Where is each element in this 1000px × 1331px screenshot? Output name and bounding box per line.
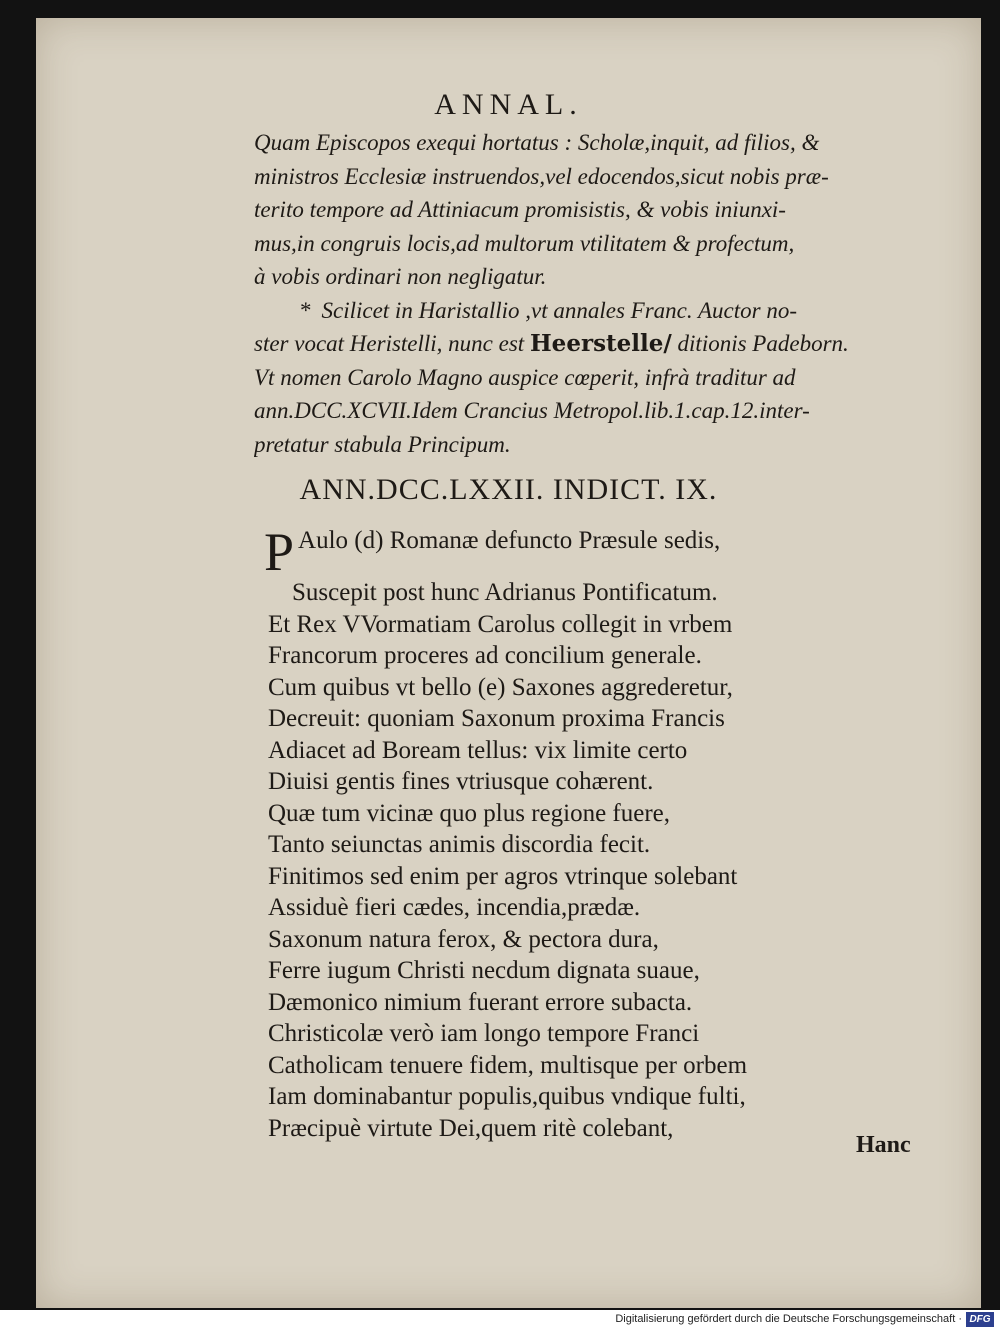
note-line-1: [254, 294, 954, 328]
verse-line: Præcipuè virtute Dei,quem ritè colebant,: [268, 1114, 674, 1142]
note-line-2: [254, 327, 954, 361]
verse-line: Dæmonico nimium fuerant errore subacta.: [268, 988, 693, 1016]
verse-line: Quæ tum vicinæ quo plus regione fuere,: [268, 799, 671, 827]
verse-line: Iam dominabantur populis,quibus vndique fulti,: [268, 1083, 746, 1110]
verse-line: Saxonum natura ferox, & pectora dura,: [268, 925, 659, 953]
note-line-5: pretatur stabula Principum.: [254, 431, 511, 457]
verse-line: Christicolæ verò iam longo tempore Franci: [268, 1020, 700, 1047]
catchword: Hanc: [856, 1132, 911, 1158]
drop-cap: P: [264, 525, 295, 577]
note-text: Scilicet in Haristallio ,vt annales Franc. Auctor no-: [321, 297, 797, 323]
note-text: ster vocat Heristelli, nunc est: [254, 331, 530, 356]
commentary-line: mus,in congruis locis,ad multorum vtilitatem & profectum,: [254, 230, 795, 256]
commentary-line: ministros Ecclesiæ instruendos,vel edocendos,sicut nobis præ-: [254, 163, 829, 189]
verse-line: Finitimos sed enim per agros vtrinque solebant: [268, 862, 738, 890]
commentary-line: Quam Episcopos exequi hortatus : Scholæ,inquit, ad filios, &: [254, 130, 820, 155]
verse-text: Aulo (d) Romanæ defuncto Præsule sedis,: [298, 527, 721, 554]
note-text: ditionis Padeborn.: [671, 331, 849, 356]
verse-line: Francorum proceres ad concilium generale.: [268, 642, 702, 669]
footer-bar: [0, 1310, 1000, 1331]
verse-line: Catholicam tenuere fidem, multisque per orbem: [268, 1051, 748, 1079]
verse-line: Cum quibus vt bello (e) Saxones aggrederetur,: [268, 673, 733, 701]
verse-line: Decreuit: quoniam Saxonum proxima Francis: [268, 705, 725, 732]
verse-line: Tanto seiunctas animis discordia fecit.: [268, 831, 651, 858]
commentary-line: à vobis ordinari non negligatur.: [254, 264, 547, 289]
note-line-4: ann.DCC.XCVII.Idem Crancius Metropol.lib.1.cap.12.inter-: [254, 398, 810, 423]
verse-block: [264, 525, 954, 1144]
verse-line: Diuisi gentis fines vtriusque cohærent.: [268, 768, 654, 795]
note-blackletter-word: Heerstelle/: [529, 330, 672, 357]
book-page: [36, 18, 981, 1308]
verse-line: Ferre iugum Christi necdum dignata suaue,: [268, 957, 700, 984]
verse-line: Assiduè fieri cædes, incendia,prædæ.: [268, 894, 641, 921]
running-head: ANNAL.: [434, 88, 583, 121]
year-heading: ANN.DCC.LXXII. INDICT. IX.: [299, 473, 718, 506]
commentary-line: terito tempore ad Attiniacum promisistis, & vobis iniunxi-: [254, 197, 786, 222]
note-marker: *: [300, 297, 312, 323]
verse-line: Suscepit post hunc Adrianus Pontificatum.: [292, 579, 718, 606]
verse-line: Adiacet ad Boream tellus: vix limite certo: [268, 736, 688, 764]
verse-line-first: [264, 525, 954, 577]
commentary-block: [254, 126, 954, 461]
verse-line: Et Rex VVormatiam Carolus collegit in vrbem: [268, 610, 733, 638]
note-line-3: Vt nomen Carolo Magno auspice cœperit, infrà traditur ad: [254, 364, 796, 390]
dfg-logo[interactable]: DFG: [966, 1312, 994, 1327]
footer-credit: Digitalisierung gefördert durch die Deutsche Forschungsgemeinschaft ·: [615, 1313, 962, 1325]
